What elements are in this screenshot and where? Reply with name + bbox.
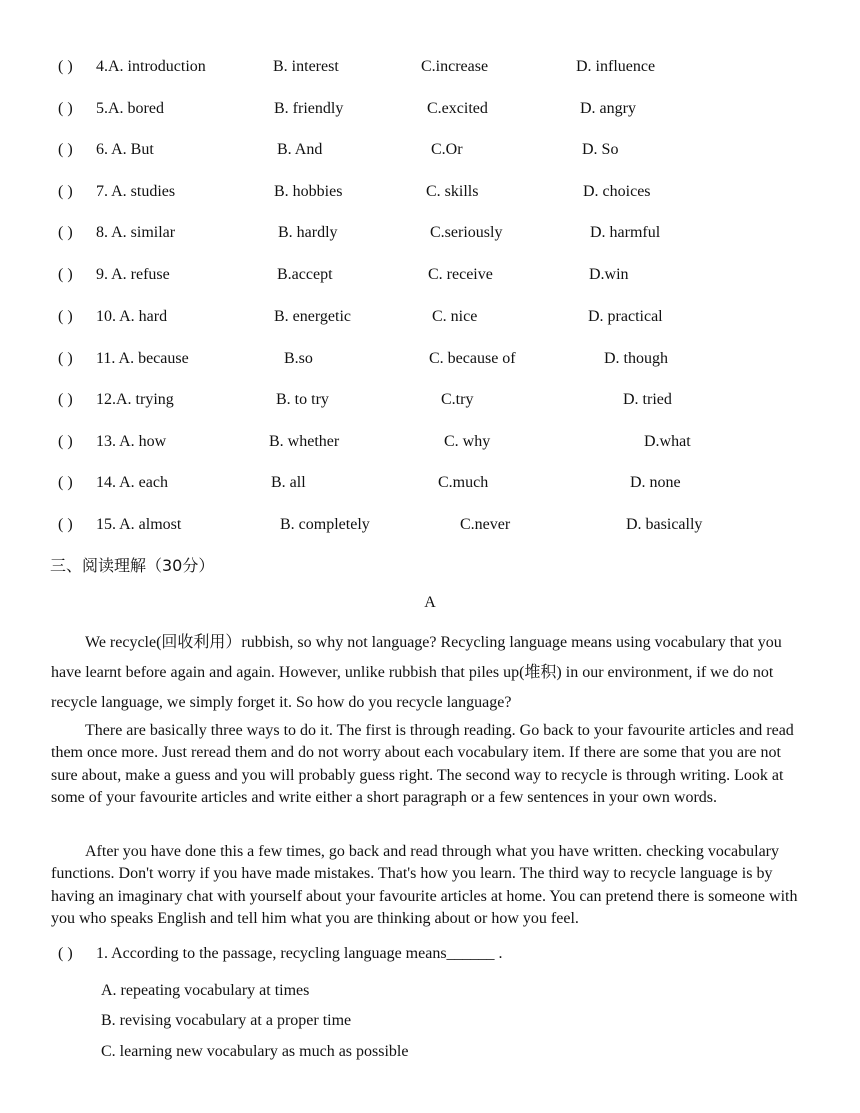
- option-c: C. because of: [429, 350, 516, 367]
- option-d: D. tried: [623, 391, 672, 408]
- option-c: C.Or: [431, 141, 463, 158]
- option-a: 4.A. introduction: [96, 58, 206, 75]
- cloze-row: [58, 431, 838, 453]
- option-c: C.much: [438, 474, 489, 491]
- option-b: B. all: [271, 474, 306, 491]
- option-a: 8. A. similar: [96, 224, 176, 241]
- answer-blank[interactable]: ( ): [58, 266, 73, 283]
- option-c: C.try: [441, 391, 474, 408]
- answer-blank[interactable]: ( ): [58, 58, 73, 75]
- question-1: [58, 943, 503, 965]
- cloze-row: [58, 264, 838, 286]
- option-b: B.accept: [277, 266, 333, 283]
- option-b: B. hobbies: [274, 183, 343, 200]
- cloze-row: [58, 181, 838, 203]
- option-d: D. though: [604, 350, 668, 367]
- option-b: B.so: [284, 350, 313, 367]
- option-c: C.increase: [421, 58, 489, 75]
- option-b: B. to try: [276, 391, 329, 408]
- cloze-row: [58, 389, 838, 411]
- option-b: B. friendly: [274, 100, 344, 117]
- option-c: C.excited: [427, 100, 488, 117]
- option-d: D.what: [644, 433, 691, 450]
- option-c: C.seriously: [430, 224, 503, 241]
- option-a: 12.A. trying: [96, 391, 174, 408]
- option-a: 9. A. refuse: [96, 266, 170, 283]
- cloze-row: [58, 56, 838, 78]
- option-a: 11. A. because: [96, 350, 189, 367]
- answer-blank[interactable]: ( ): [58, 141, 73, 158]
- cloze-row: [58, 348, 838, 370]
- option-b: B. hardly: [278, 224, 338, 241]
- option-d: D. practical: [588, 308, 663, 325]
- answer-blank[interactable]: ( ): [58, 350, 73, 367]
- question-option-a: A. repeating vocabulary at times: [101, 982, 310, 999]
- answer-blank[interactable]: ( ): [58, 224, 73, 241]
- answer-blank[interactable]: ( ): [58, 100, 73, 117]
- option-d: D. So: [582, 141, 619, 158]
- cloze-row: [58, 139, 838, 161]
- option-d: D.win: [589, 266, 629, 283]
- option-c: C. why: [444, 433, 491, 450]
- cloze-row: [58, 222, 838, 244]
- option-a: 5.A. bored: [96, 100, 164, 117]
- answer-blank[interactable]: ( ): [58, 474, 73, 491]
- option-a: 10. A. hard: [96, 308, 168, 325]
- option-a: 14. A. each: [96, 474, 168, 491]
- option-b: B. energetic: [274, 308, 352, 325]
- option-c: C.never: [460, 516, 511, 533]
- option-a: 13. A. how: [96, 433, 167, 450]
- answer-blank[interactable]: ( ): [58, 516, 73, 533]
- cloze-row: [58, 98, 838, 120]
- question-option-b: B. revising vocabulary at a proper time: [101, 1012, 352, 1029]
- cloze-row: [58, 306, 838, 328]
- option-d: D. choices: [583, 183, 651, 200]
- option-b: B. interest: [273, 58, 339, 75]
- passage-paragraph-2: There are basically three ways to do it. The first is through reading. Go back to your favourite articles and read them once more. Just reread them and do not worry about each vocabulary item. If there are some that you are not sure about, make a guess and you will probably guess right. The second way to recycle is through writing. Look at some of your favourite articles and write either a short paragraph or a few sentences in your own words.: [51, 722, 794, 806]
- answer-blank[interactable]: ( ): [58, 183, 73, 200]
- passage-paragraph-3: After you have done this a few times, go back and read through what you have written. checking vocabulary functions. Don't worry if you have made mistakes. That's how you learn. The third way to recycle language is by having an imaginary chat with yourself about your favourite articles at home. You can pretend there is someone with you who speaks English and tell him what you are thinking about or how you feel.: [51, 843, 798, 927]
- cloze-row: [58, 472, 838, 494]
- option-a: 15. A. almost: [96, 516, 182, 533]
- option-d: D. basically: [626, 516, 703, 533]
- question-stem: 1. According to the passage, recycling language means______ .: [96, 945, 503, 962]
- section-heading: 三、阅读理解（30分）: [50, 556, 215, 575]
- option-c: C. nice: [432, 308, 478, 325]
- answer-blank[interactable]: ( ): [58, 433, 73, 450]
- option-d: D. none: [630, 474, 681, 491]
- option-d: D. influence: [576, 58, 656, 75]
- answer-blank[interactable]: ( ): [58, 391, 73, 408]
- option-c: C. receive: [428, 266, 493, 283]
- option-c: C. skills: [426, 183, 479, 200]
- passage-letter: A: [424, 594, 436, 611]
- option-d: D. harmful: [590, 224, 661, 241]
- answer-blank[interactable]: ( ): [58, 308, 73, 325]
- question-option-c: C. learning new vocabulary as much as possible: [101, 1043, 409, 1060]
- option-a: 7. A. studies: [96, 183, 176, 200]
- option-b: B. whether: [269, 433, 340, 450]
- option-a: 6. A. But: [96, 141, 154, 158]
- option-d: D. angry: [580, 100, 636, 117]
- passage-paragraph-1: We recycle(回收利用）rubbish, so why not language? Recycling language means using vocabulary that you have learnt before again and again. However, unlike rubbish that piles up(堆积) in our environment, if we do not recycle language, we simply forget it. So how do you recycle language?: [51, 634, 782, 711]
- option-b: B. And: [277, 141, 323, 158]
- option-b: B. completely: [280, 516, 370, 533]
- cloze-row: [58, 514, 838, 536]
- answer-blank[interactable]: ( ): [58, 945, 73, 962]
